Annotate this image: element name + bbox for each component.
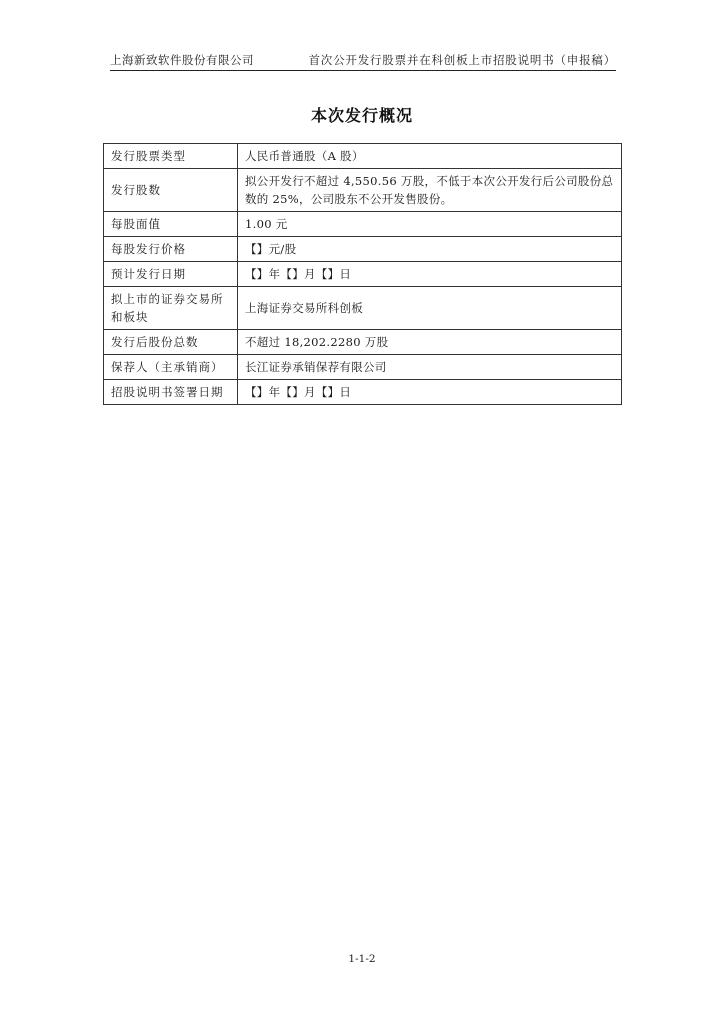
offering-summary-table <box>103 143 622 405</box>
row-label: 每股面值 <box>104 212 238 237</box>
table-row <box>104 262 622 287</box>
row-label: 预计发行日期 <box>104 262 238 287</box>
row-value: 长江证券承销保荐有限公司 <box>238 355 622 380</box>
document-name: 首次公开发行股票并在科创板上市招股说明书（申报稿） <box>308 53 616 67</box>
page-title: 本次发行概况 <box>310 106 413 125</box>
row-value: 【】年【】月【】日 <box>238 380 622 405</box>
table-row <box>104 380 622 405</box>
table-row <box>104 330 622 355</box>
row-label: 招股说明书签署日期 <box>104 380 238 405</box>
company-name: 上海新致软件股份有限公司 <box>110 53 254 67</box>
table-row <box>104 169 622 212</box>
row-value: 1.00 元 <box>238 212 622 237</box>
table-row <box>104 212 622 237</box>
table-row <box>104 237 622 262</box>
row-value: 不超过 18,202.2280 万股 <box>238 330 622 355</box>
row-label: 每股发行价格 <box>104 237 238 262</box>
row-label: 保荐人（主承销商） <box>104 355 238 380</box>
row-value: 上海证券交易所科创板 <box>238 287 622 330</box>
row-label: 发行股数 <box>104 169 238 212</box>
row-label: 拟上市的证券交易所和板块 <box>104 287 238 330</box>
table-row <box>104 355 622 380</box>
table-row <box>104 144 622 169</box>
row-value: 【】元/股 <box>238 237 622 262</box>
row-value: 人民币普通股（A 股） <box>238 144 622 169</box>
page-header <box>110 52 616 71</box>
page-number: 1-1-2 <box>348 953 376 965</box>
row-label: 发行股票类型 <box>104 144 238 169</box>
row-value: 【】年【】月【】日 <box>238 262 622 287</box>
row-label: 发行后股份总数 <box>104 330 238 355</box>
table-row <box>104 287 622 330</box>
row-value: 拟公开发行不超过 4,550.56 万股，不低于本次公开发行后公司股份总数的 25%，公司股东不公开发售股份。 <box>238 169 622 212</box>
